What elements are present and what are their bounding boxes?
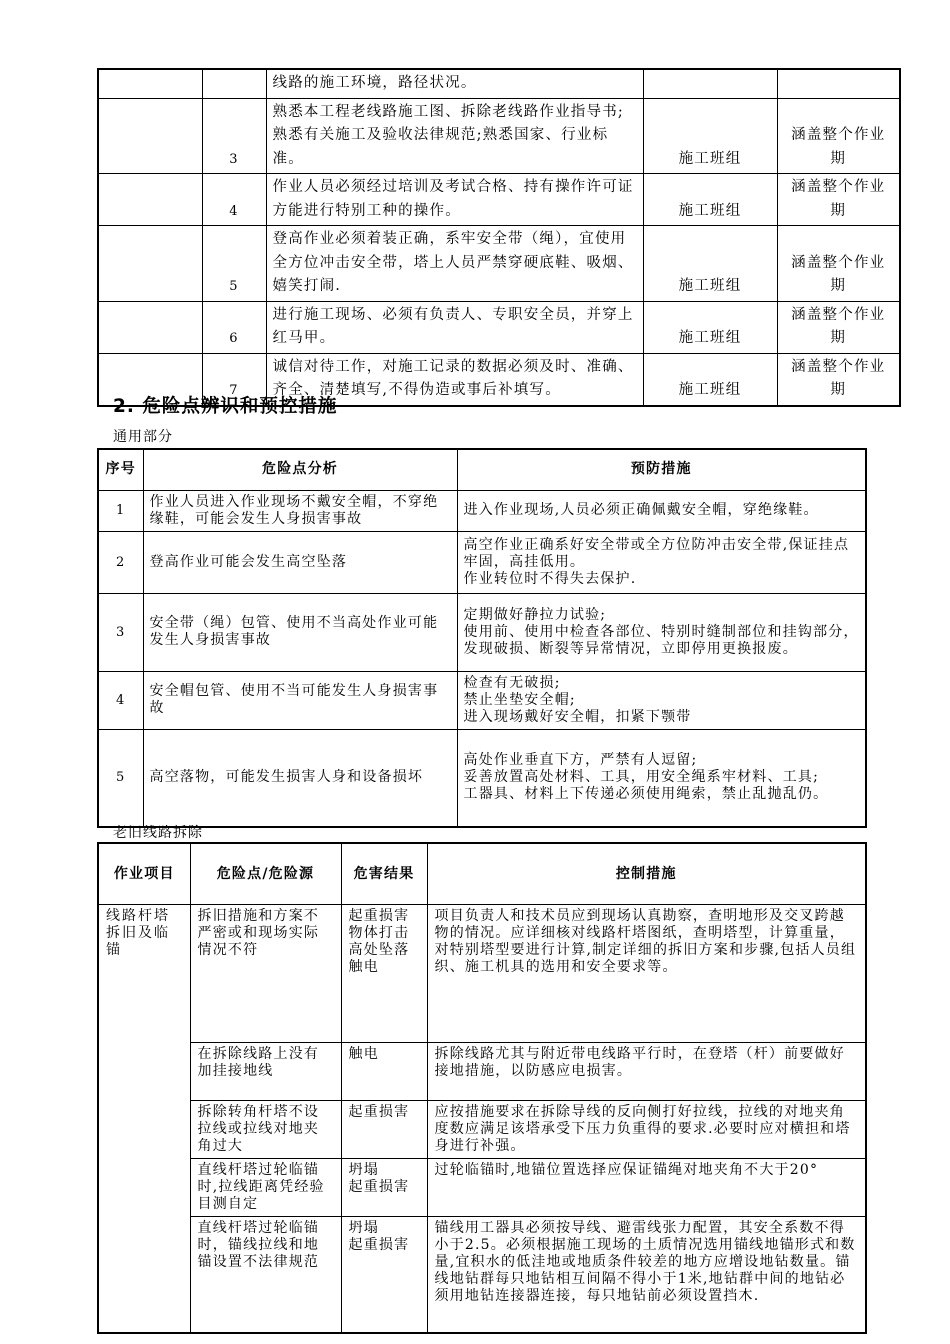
table-row [98, 174, 900, 226]
header-measure: 预防措施 [457, 449, 866, 490]
old-line-section-label: 老旧线路拆除 [113, 825, 203, 841]
row-period: 涵盖整个作业期 [777, 98, 900, 174]
row-content: 登高作业必须着装正确，系牢安全带（绳），宜使用全方位冲击安全带，塔上人员严禁穿硬底鞋、吸烟、嬉笑打闹. [266, 226, 643, 302]
row-period: 涵盖整个作业期 [777, 301, 900, 353]
row-content: 熟悉本工程老线路施工图、拆除老线路作业指导书;熟悉有关施工及验收法律规范;熟悉国家、行业标准。 [266, 98, 643, 174]
responsibility-table [97, 68, 901, 407]
result-cell [341, 1217, 427, 1333]
general-risk-table [97, 448, 867, 828]
row-number: 4 [98, 671, 143, 729]
measure-cell [457, 593, 866, 671]
table-row [98, 671, 866, 729]
table-row [98, 69, 900, 98]
hazard-cell: 在拆除线路上没有加挂接地线 [190, 1043, 341, 1101]
row-number: 3 [202, 98, 266, 174]
measure-cell [457, 671, 866, 729]
row-period: 涵盖整个作业期 [777, 226, 900, 302]
result-line: 坍塌 [348, 1162, 379, 1178]
measure-line: 高空作业正确系好安全带或全方位防冲击安全带,保证挂点牢固，高挂低用。 [463, 536, 850, 570]
blank-cell [98, 69, 202, 98]
table-row [98, 490, 866, 531]
result-line: 物体打击 [348, 925, 410, 941]
table-row [98, 226, 900, 302]
row-number: 3 [98, 593, 143, 671]
measure-line: 检查有无破损; [463, 674, 561, 691]
table-row [98, 593, 866, 671]
responsibility-table-body [98, 69, 900, 406]
row-number: 1 [98, 490, 143, 531]
table-row [98, 1101, 866, 1159]
table-row [98, 729, 866, 827]
header-result: 危害结果 [341, 843, 427, 905]
table-row [98, 1217, 866, 1333]
row-team [643, 69, 777, 98]
row-number: 5 [202, 226, 266, 302]
measure-line: 定期做好静拉力试验; [463, 606, 607, 623]
row-period: 涵盖整个作业期 [777, 353, 900, 406]
result-line: 起重损害 [348, 1104, 410, 1120]
row-content: 进行施工现场、必须有负责人、专职安全员，并穿上红马甲。 [266, 301, 643, 353]
result-line: 坍塌 [348, 1220, 379, 1236]
measure-line: 工器具、材料上下传递必须使用绳索，禁止乱抛乱仍。 [463, 786, 829, 803]
blank-cell [98, 226, 202, 302]
row-period [777, 69, 900, 98]
measure-line: 禁止坐垫安全帽; [463, 691, 576, 708]
hazard-cell: 拆旧措施和方案不严密或和现场实际情况不符 [190, 905, 341, 1043]
risk-cell: 安全带（绳）包管、使用不当高处作业可能发生人身损害事故 [143, 593, 457, 671]
row-number: 2 [98, 531, 143, 593]
general-section-label: 通用部分 [113, 429, 173, 445]
measure-line: 使用前、使用中检查各部位、特别时缝制部位和挂钩部分，发现破损、断裂等异常情况，立即停用更换报废。 [463, 623, 859, 657]
risk-cell: 作业人员进入作业现场不戴安全帽，不穿绝缘鞋，可能会发生人身损害事故 [143, 490, 457, 531]
table-row [98, 98, 900, 174]
result-cell [341, 1043, 427, 1101]
blank-cell [98, 98, 202, 174]
section-heading: 2. 危险点辨识和预控措施 [113, 396, 338, 417]
measure-cell [457, 531, 866, 593]
work-item-cell: 线路杆塔拆旧及临锚 [98, 905, 190, 1333]
result-line: 起重损害 [348, 908, 410, 924]
hazard-cell: 直线杆塔过轮临锚时，锚线拉线和地锚设置不法律规范 [190, 1217, 341, 1333]
control-cell: 应按措施要求在拆除导线的反向侧打好拉线，拉线的对地夹角度数应满足该塔承受下压力负重得的要求.必要时应对横担和塔身进行补强。 [427, 1101, 866, 1159]
risk-cell: 安全帽包管、使用不当可能发生人身损害事故 [143, 671, 457, 729]
row-content: 诚信对待工作，对施工记录的数据必须及时、准确、齐全、清楚填写,不得伪造或事后补填写。 [266, 353, 643, 406]
result-cell [341, 905, 427, 1043]
table-row [98, 531, 866, 593]
row-number: 5 [98, 729, 143, 827]
measure-cell [457, 729, 866, 827]
header-num: 序号 [98, 449, 143, 490]
header-item: 作业项目 [98, 843, 190, 905]
row-team: 施工班组 [643, 174, 777, 226]
row-team: 施工班组 [643, 301, 777, 353]
row-number: 7 [202, 353, 266, 406]
risk-cell: 高空落物，可能发生损害人身和设备损坏 [143, 729, 457, 827]
risk-cell: 登高作业可能会发生高空坠落 [143, 531, 457, 593]
control-cell: 项目负责人和技术员应到现场认真勘察，查明地形及交叉跨越物的情况。应详细核对线路杆塔图纸，查明塔型，计算重量，对特别塔型要进行计算,制定详细的拆旧方案和步骤,包括人员组织、施工机具的选用和安全要求等。 [427, 905, 866, 1043]
row-team: 施工班组 [643, 353, 777, 406]
table-row [98, 1043, 866, 1101]
measure-line: 进入现场戴好安全帽，扣紧下颚带 [463, 708, 692, 725]
hazard-cell: 拆除转角杆塔不设拉线或拉线对地夹角过大 [190, 1101, 341, 1159]
control-cell: 拆除线路尤其与附近带电线路平行时，在登塔（杆）前要做好接地措施，以防感应电损害。 [427, 1043, 866, 1101]
result-cell [341, 1101, 427, 1159]
measure-line: 进入作业现场,人员必须正确佩戴安全帽，穿绝缘鞋。 [463, 502, 819, 518]
hazard-cell: 直线杆塔过轮临锚时,拉线距离凭经验目测自定 [190, 1159, 341, 1217]
control-cell: 过轮临锚时,地锚位置选择应保证锚绳对地夹角不大于20° [427, 1159, 866, 1217]
measure-line: 妥善放置高处材料、工具，用安全绳系牢材料、工具; [463, 769, 820, 786]
blank-cell [98, 174, 202, 226]
control-cell: 锚线用工器具必须按导线、避雷线张力配置，其安全系数不得小于2.5。必须根据施工现场的土质情况选用锚线地锚形式和数量,宜积水的低洼地或地质条件较差的地方应增设地钻数量。锚线地钻群每只地钻相互间隔不得小于1米,地钻群中间的地钻必须用地钻连接器连接，每只地钻前必须设置挡木. [427, 1217, 866, 1333]
header-risk: 危险点分析 [143, 449, 457, 490]
row-period: 涵盖整个作业期 [777, 174, 900, 226]
row-number [202, 69, 266, 98]
result-line: 起重损害 [348, 1179, 410, 1195]
header-hazard: 危险点/危险源 [190, 843, 341, 905]
row-number: 4 [202, 174, 266, 226]
table-row [98, 905, 866, 1043]
result-line: 起重损害 [348, 1237, 410, 1253]
measure-line: 高处作业垂直下方，严禁有人逗留; [463, 752, 698, 769]
table-row [98, 301, 900, 353]
old-line-table [97, 842, 867, 1334]
header-control: 控制措施 [427, 843, 866, 905]
row-content: 作业人员必须经过培训及考试合格、持有操作许可证方能进行特别工种的操作。 [266, 174, 643, 226]
result-line: 触电 [348, 959, 379, 975]
table-row [98, 1159, 866, 1217]
row-team: 施工班组 [643, 226, 777, 302]
measure-line: 作业转位时不得失去保护. [463, 570, 637, 587]
result-line: 高处坠落 [348, 942, 410, 958]
old-line-table-body [98, 905, 866, 1333]
row-team: 施工班组 [643, 98, 777, 174]
blank-cell [98, 301, 202, 353]
result-line: 触电 [348, 1046, 379, 1062]
result-cell [341, 1159, 427, 1217]
measure-cell [457, 490, 866, 531]
row-number: 6 [202, 301, 266, 353]
row-content: 线路的施工环境，路径状况。 [266, 69, 643, 98]
general-risk-table-body [98, 490, 866, 827]
